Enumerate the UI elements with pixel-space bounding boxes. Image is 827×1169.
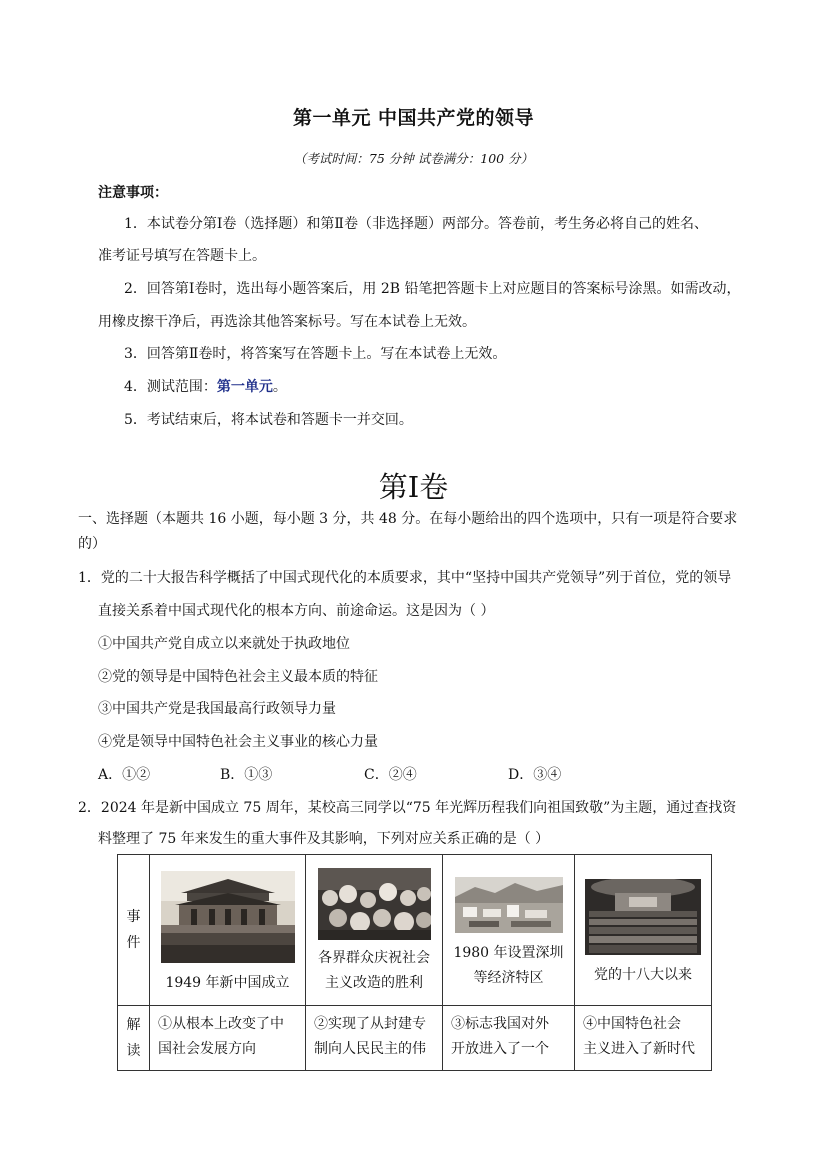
event-cell-shenzhen-sez [443, 855, 575, 1006]
q1-statement-3: ③中国共产党是我国最高行政领导力量 [98, 701, 336, 717]
q1-options [98, 764, 598, 784]
q1-option-b: B．①③ [220, 767, 273, 783]
event-caption: 党的十八大以来 [594, 967, 692, 983]
event-caption: 各界群众庆祝社会 [318, 950, 430, 966]
notice-item-2a: 2．回答第Ⅰ卷时，选出每小题答案后，用 2B 铅笔把答题卡上对应题目的答案标号涂黑。如需改动， [124, 281, 741, 297]
tiananmen-1949-photo [161, 871, 295, 963]
notice-item-4-prefix: 4．测试范围： [124, 379, 217, 395]
q2-stem-b: 料整理了 75 年来发生的重大事件及其影响，下列对应关系正确的是（ ） [98, 831, 550, 847]
row-header-char: 读 [126, 1043, 141, 1059]
notice-item-4-suffix: 。 [272, 379, 287, 395]
events-table [117, 854, 712, 1071]
section-title: 第I卷 [378, 470, 449, 504]
interpretation-cell [150, 1006, 306, 1071]
interpretation-text: ④中国特色社会 [583, 1016, 681, 1032]
event-cell-1949 [150, 855, 306, 1006]
notice-item-3: 3．回答第Ⅱ卷时，将答案写在答题卡上。写在本试卷上无效。 [124, 346, 507, 362]
notice-item-5: 5．考试结束后，将本试卷和答题卡一并交回。 [124, 412, 413, 428]
q1-statement-4: ④党是领导中国特色社会主义事业的核心力量 [98, 734, 378, 750]
event-caption: 1949 年新中国成立 [165, 975, 290, 991]
table-row [118, 855, 712, 1006]
interpretation-text: 开放进入了一个 [451, 1041, 549, 1057]
interpretation-text: ①从根本上改变了中 [158, 1016, 284, 1032]
notice-item-2b: 用橡皮擦干净后，再选涂其他答案标号。写在本试卷上无效。 [98, 314, 476, 330]
event-cell-socialist-transformation [306, 855, 443, 1006]
q1-option-c: C．②④ [364, 767, 417, 783]
section1-heading-a: 一、选择题（本题共 16 小题，每小题 3 分，共 48 分。在每小题给出的四个选项中，只有一项是符合要求 [78, 511, 738, 527]
q1-option-d: D．③④ [508, 767, 562, 783]
event-caption: 1980 年设置深圳 [453, 945, 564, 961]
row-header-interpretation [118, 1006, 150, 1071]
q2-stem-a: 2．2024 年是新中国成立 75 周年，某校高三同学以“75 年光辉历程我们向祖国致敬”为主题，通过查找资 [78, 800, 737, 816]
q1-statement-1: ①中国共产党自成立以来就处于执政地位 [98, 636, 350, 652]
row-header-char: 解 [126, 1017, 141, 1033]
notice-item-1b: 准考证号填写在答题卡上。 [98, 248, 266, 264]
section1-heading-b: 的） [78, 536, 106, 552]
exam-info: （考试时间：75 分钟 试卷满分：100 分） [293, 151, 534, 166]
notice-heading: 注意事项： [98, 185, 168, 201]
event-cell-18th-congress [575, 855, 712, 1006]
interpretation-text: ③标志我国对外 [451, 1016, 549, 1032]
notice-item-4 [124, 376, 287, 396]
q1-statement-2: ②党的领导是中国特色社会主义最本质的特征 [98, 669, 378, 685]
great-hall-photo [585, 879, 701, 955]
q1-option-a: A．①② [98, 767, 151, 783]
notice-item-1a: 1．本试卷分第Ⅰ卷（选择题）和第Ⅱ卷（非选择题）两部分。答卷前，考生务必将自己的姓名、 [124, 216, 708, 232]
crowd-celebration-photo [318, 868, 431, 940]
row-header-char: 件 [126, 935, 141, 951]
row-header-event [118, 855, 150, 1006]
test-scope: 第一单元 [216, 379, 273, 395]
interpretation-cell [306, 1006, 443, 1071]
event-caption: 主义改造的胜利 [325, 975, 423, 991]
interpretation-text: 制向人民民主的伟 [314, 1041, 426, 1057]
q1-stem-a: 1．党的二十大报告科学概括了中国式现代化的本质要求，其中“坚持中国共产党领导”列于首位，党的领导 [78, 570, 732, 586]
q1-stem-b: 直接关系着中国式现代化的根本方向、前途命运。这是因为（ ） [98, 603, 495, 619]
event-caption: 等经济特区 [473, 970, 544, 986]
interpretation-cell [443, 1006, 575, 1071]
interpretation-text: 主义进入了新时代 [583, 1041, 695, 1057]
interpretation-text: ②实现了从封建专 [314, 1016, 426, 1032]
interpretation-cell [575, 1006, 712, 1071]
table-row [118, 1006, 712, 1071]
shenzhen-aerial-photo [455, 877, 563, 933]
row-header-char: 事 [126, 909, 141, 925]
page-title: 第一单元 中国共产党的领导 [292, 107, 535, 129]
interpretation-text: 国社会发展方向 [158, 1041, 256, 1057]
